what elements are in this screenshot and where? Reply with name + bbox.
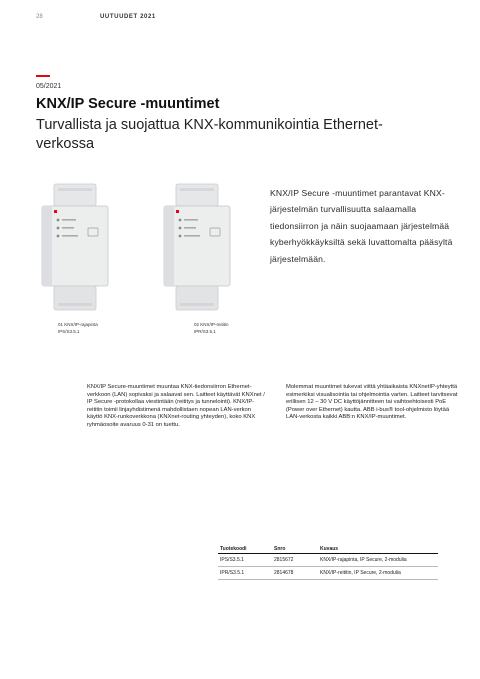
device-image-2 (158, 176, 238, 334)
table-cell-description: KNX/IP-reititin, IP Secure, 2-modulia (318, 567, 438, 580)
intro-paragraph: KNX/IP Secure -muuntimet parantavat KNX-järjestelmän turvallisuutta salaamalla tiedonsiirron ja näin suojaamaan järjestelmää kyberhyökkäyksiltä sekä luvattomalta pääsyltä järjestelmään. (270, 188, 453, 264)
figure-caption-1-line2: IPS/S3.5.1 (58, 328, 80, 334)
device-image-1 (36, 176, 116, 334)
body-text-column-2: Molemmat muuntimet tukevat viittä yhtäaikaista KNXnetIP-yhteyttä esimerkiksi visualisointia tai ohjelmointia varten. Laitteet tarvitsevat erillisen 12 – 30 V DC käyttöjännitteen tai vaihtoehtoisesti PoE (Power over Ethernet) kautta. ABB i-bus® tool-ohjelmisto löytää LAN-verkosta kaikki ABB:n KNX/IP-muuntimet. (286, 384, 458, 421)
table-row (218, 567, 438, 580)
page-number: 28 (36, 14, 43, 20)
table-header-product-code: Tuotekoodi (218, 544, 272, 554)
figure-caption-2 (194, 322, 284, 335)
product-table (218, 544, 438, 580)
table-header-description: Kuvaus (318, 544, 438, 554)
product-table-header-row (218, 544, 438, 554)
issue-label: 05/2021 (36, 83, 62, 90)
knx-ip-interface-device-image (36, 176, 116, 321)
table-cell-product-code: IPS/S3.5.1 (218, 554, 272, 567)
table-cell-description: KNX/IP-rajapinta, IP Secure, 2-modulia (318, 554, 438, 567)
table-cell-product-code: IPR/S3.5.1 (218, 567, 272, 580)
body-text-column-1: KNX/IP Secure-muuntimet muuntaa KNX-tiedonsiirron Ethernet-verkkoon (LAN) sopivaksi ja salaavat sen. Laitteet käyttävät KNXnet / IP Secure -protokollaa viestintään (reititys ja tunnelointi). KNX/IP-reititin toimii linjayhdistimenä mahdollistaen nopean LAN-verkon käyttö KNX-runkoverkkona (KNXnet-routing yhteyden), koko KNX ryhmäosoite avaruus 0-31 on tuettu. (87, 384, 265, 428)
table-cell-snro: 2814678 (272, 567, 318, 580)
article-subtitle: Turvallista ja suojattua KNX-kommunikointia Ethernet-verkossa (36, 117, 383, 152)
figure-caption-2-line2: IPR/S3.5.1 (194, 328, 216, 334)
table-header-snro: Snro (272, 544, 318, 554)
figure-caption-1-line1: 01 KNX/IP-rajapinta (58, 322, 98, 327)
knx-ip-router-device-image (158, 176, 238, 321)
accent-bar (36, 75, 50, 77)
running-head: UUTUUDET 2021 (100, 14, 156, 20)
figure-caption-2-line1: 02 KNX/IP-reititin (194, 322, 229, 327)
article-title: KNX/IP Secure -muuntimet (36, 96, 220, 112)
figure-caption-1 (58, 322, 148, 335)
table-cell-snro: 2815672 (272, 554, 318, 567)
table-row (218, 554, 438, 567)
